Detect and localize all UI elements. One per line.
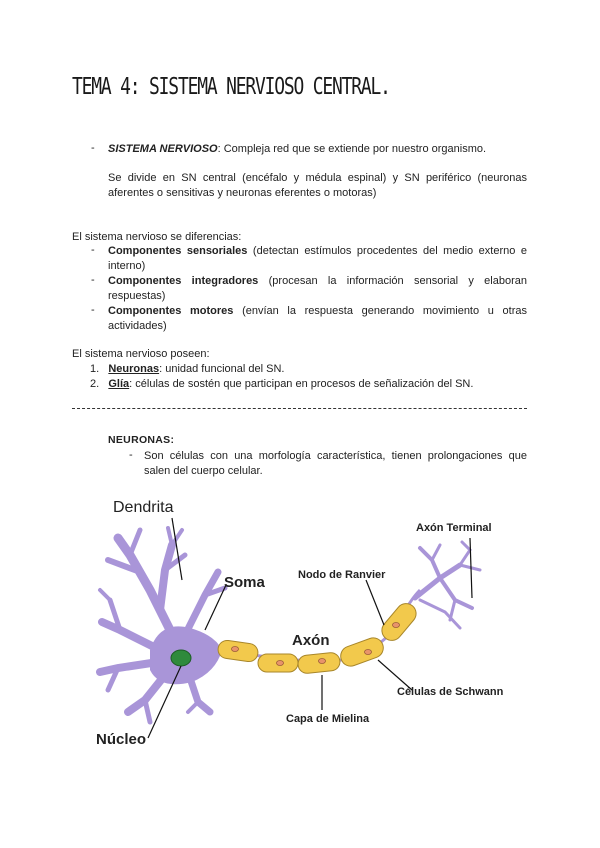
item-text: (detectan estímulos procedentes del medio externo e <box>247 245 527 257</box>
label-schwann: Células de Schwann <box>397 686 504 698</box>
label-capa-mielina: Capa de Mielina <box>286 713 370 725</box>
bullet-dash: - <box>91 304 95 316</box>
item-term: Glía <box>108 378 130 390</box>
bullet-dash: - <box>129 449 133 461</box>
bullet-dash: - <box>91 244 95 256</box>
divide-line-1: Se divide en SN central (encéfalo y médula espinal) y SN periférico (neuronas <box>108 172 527 184</box>
definition-text: : Compleja red que se extiende por nuestro organismo. <box>217 143 487 155</box>
item-number: 1. <box>90 363 100 375</box>
label-axon: Axón <box>292 632 330 649</box>
section2-intro: El sistema nervioso se diferencias: <box>72 231 242 243</box>
item-term: Neuronas <box>108 363 160 375</box>
label-nucleo: Núcleo <box>96 731 147 748</box>
neuronas-line-2: salen del cuerpo celular. <box>144 465 263 477</box>
label-nodo-ranvier: Nodo de Ranvier <box>298 569 386 581</box>
item-term: Componentes integradores <box>108 275 259 287</box>
divide-line-2: aferentes o sensitivas y neuronas eferentes o motoras) <box>108 187 377 199</box>
item-text: (procesan la información sensorial y elaboran <box>258 275 527 287</box>
dendrites <box>100 528 225 722</box>
page-title: TEMA 4: SISTEMA NERVIOSO CENTRAL. <box>72 74 390 100</box>
neuronas-line-1: Son células con una morfología característica, tienen prolongaciones que <box>144 450 527 462</box>
definition-term: SISTEMA NERVIOSO <box>108 143 218 155</box>
item-text: : unidad funcional del SN. <box>159 363 285 375</box>
item-text-cont: interno) <box>108 260 146 272</box>
label-dendrita: Dendrita <box>113 499 174 516</box>
label-axon-terminal: Axón Terminal <box>416 522 492 534</box>
item-text: : células de sostén que participan en procesos de señalización del SN. <box>129 378 474 390</box>
label-soma: Soma <box>224 574 265 591</box>
section3-intro: El sistema nervioso poseen: <box>72 348 210 360</box>
item-text-cont: respuestas) <box>108 290 166 302</box>
bullet-dash: - <box>91 274 95 286</box>
nucleus <box>171 650 191 666</box>
item-text: (envían la respuesta generando movimiento u otras <box>233 305 528 317</box>
item-term: Componentes sensoriales <box>108 245 248 257</box>
item-number: 2. <box>90 378 100 390</box>
neuronas-heading: NEURONAS: <box>108 434 175 446</box>
bullet-dash: - <box>91 142 95 154</box>
item-text-cont: actividades) <box>108 320 167 332</box>
item-term: Componentes motores <box>108 305 234 317</box>
